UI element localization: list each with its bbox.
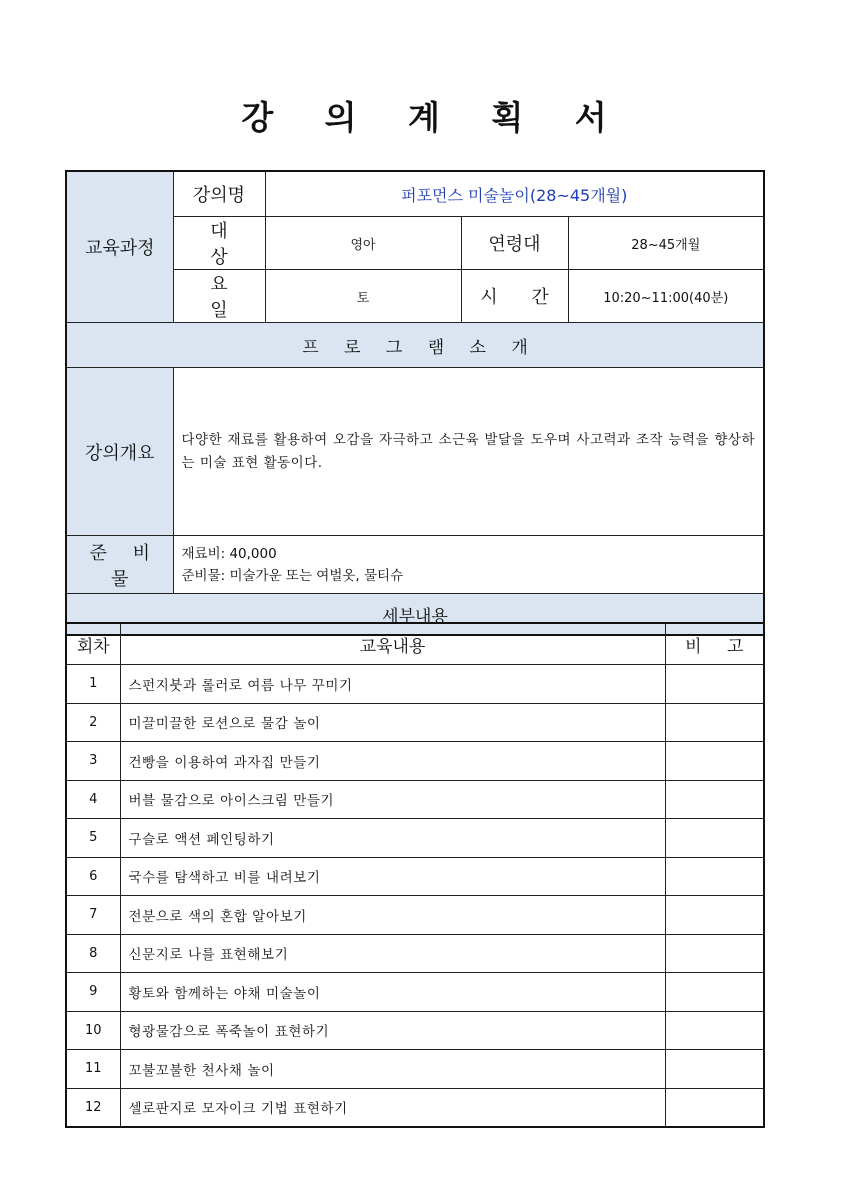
course-name-value: 퍼포먼스 미술놀이(28~45개월) bbox=[265, 171, 764, 217]
details-section-title: 세부내용 bbox=[66, 594, 764, 636]
prep-items: 준비물: 미술가운 또는 여벌옷, 물티슈 bbox=[181, 567, 404, 584]
table-row bbox=[66, 1011, 764, 1050]
session-number: 6 bbox=[66, 857, 120, 896]
session-content: 꼬불꼬불한 천사채 놀이 bbox=[120, 1050, 665, 1089]
course-name-label: 강의명 bbox=[173, 171, 265, 217]
session-note bbox=[665, 703, 764, 742]
target-value: 영아 bbox=[265, 217, 461, 270]
table-row bbox=[66, 780, 764, 819]
time-label: 시 간 bbox=[461, 270, 568, 323]
session-note bbox=[665, 1088, 764, 1127]
day-value: 토 bbox=[265, 270, 461, 323]
table-row bbox=[66, 973, 764, 1012]
session-number: 9 bbox=[66, 973, 120, 1012]
prep-fee: 재료비: 40,000 bbox=[181, 545, 277, 562]
table-row bbox=[66, 703, 764, 742]
table-row bbox=[66, 819, 764, 858]
session-number: 1 bbox=[66, 665, 120, 704]
table-row bbox=[66, 742, 764, 781]
note-header: 비 고 bbox=[665, 623, 764, 665]
session-note bbox=[665, 1050, 764, 1089]
session-number: 12 bbox=[66, 1088, 120, 1127]
prep-label: 준 비 물 bbox=[66, 536, 173, 594]
content-header: 교육내용 bbox=[120, 623, 665, 665]
overview-label: 강의개요 bbox=[66, 368, 173, 536]
table-row bbox=[66, 857, 764, 896]
session-number: 7 bbox=[66, 896, 120, 935]
table-row bbox=[66, 934, 764, 973]
program-section-title: 프 로 그 램 소 개 bbox=[66, 323, 764, 368]
session-content: 형광물감으로 폭죽놀이 표현하기 bbox=[120, 1011, 665, 1050]
session-note bbox=[665, 665, 764, 704]
day-label: 요 일 bbox=[173, 270, 265, 323]
session-content: 셀로판지로 모자이크 기법 표현하기 bbox=[120, 1088, 665, 1127]
time-value: 10:20~11:00(40분) bbox=[568, 270, 764, 323]
age-value: 28~45개월 bbox=[568, 217, 764, 270]
session-number: 10 bbox=[66, 1011, 120, 1050]
session-content: 버블 물감으로 아이스크림 만들기 bbox=[120, 780, 665, 819]
prep-content bbox=[173, 536, 764, 594]
session-content: 건빵을 이용하여 과자집 만들기 bbox=[120, 742, 665, 781]
session-content: 국수를 탐색하고 비를 내려보기 bbox=[120, 857, 665, 896]
session-note bbox=[665, 742, 764, 781]
session-number: 4 bbox=[66, 780, 120, 819]
session-note bbox=[665, 934, 764, 973]
session-content: 구슬로 액션 페인팅하기 bbox=[120, 819, 665, 858]
session-content: 미끌미끌한 로션으로 물감 놀이 bbox=[120, 703, 665, 742]
session-content: 전분으로 색의 혼합 알아보기 bbox=[120, 896, 665, 935]
session-header: 회차 bbox=[66, 623, 120, 665]
session-number: 3 bbox=[66, 742, 120, 781]
session-note bbox=[665, 973, 764, 1012]
session-number: 5 bbox=[66, 819, 120, 858]
session-note bbox=[665, 1011, 764, 1050]
table-row bbox=[66, 1088, 764, 1127]
target-label: 대 상 bbox=[173, 217, 265, 270]
session-content: 신문지로 나를 표현해보기 bbox=[120, 934, 665, 973]
session-number: 8 bbox=[66, 934, 120, 973]
details-table bbox=[65, 622, 765, 1128]
session-content: 황토와 함께하는 야채 미술놀이 bbox=[120, 973, 665, 1012]
table-row bbox=[66, 896, 764, 935]
session-note bbox=[665, 780, 764, 819]
table-row bbox=[66, 1050, 764, 1089]
session-number: 11 bbox=[66, 1050, 120, 1089]
session-note bbox=[665, 819, 764, 858]
session-number: 2 bbox=[66, 703, 120, 742]
age-label: 연령대 bbox=[461, 217, 568, 270]
session-content: 스펀지붓과 롤러로 여름 나무 꾸미기 bbox=[120, 665, 665, 704]
session-note bbox=[665, 896, 764, 935]
table-row bbox=[66, 665, 764, 704]
course-category-label: 교육과정 bbox=[66, 171, 173, 323]
session-note bbox=[665, 857, 764, 896]
overview-text: 다양한 재료를 활용하여 오감을 자극하고 소근육 발달을 도우며 사고력과 조작 능력을 향상하는 미술 표현 활동이다. bbox=[173, 368, 764, 536]
page-title: 강 의 계 획 서 bbox=[241, 98, 627, 137]
course-info-table bbox=[65, 170, 765, 636]
